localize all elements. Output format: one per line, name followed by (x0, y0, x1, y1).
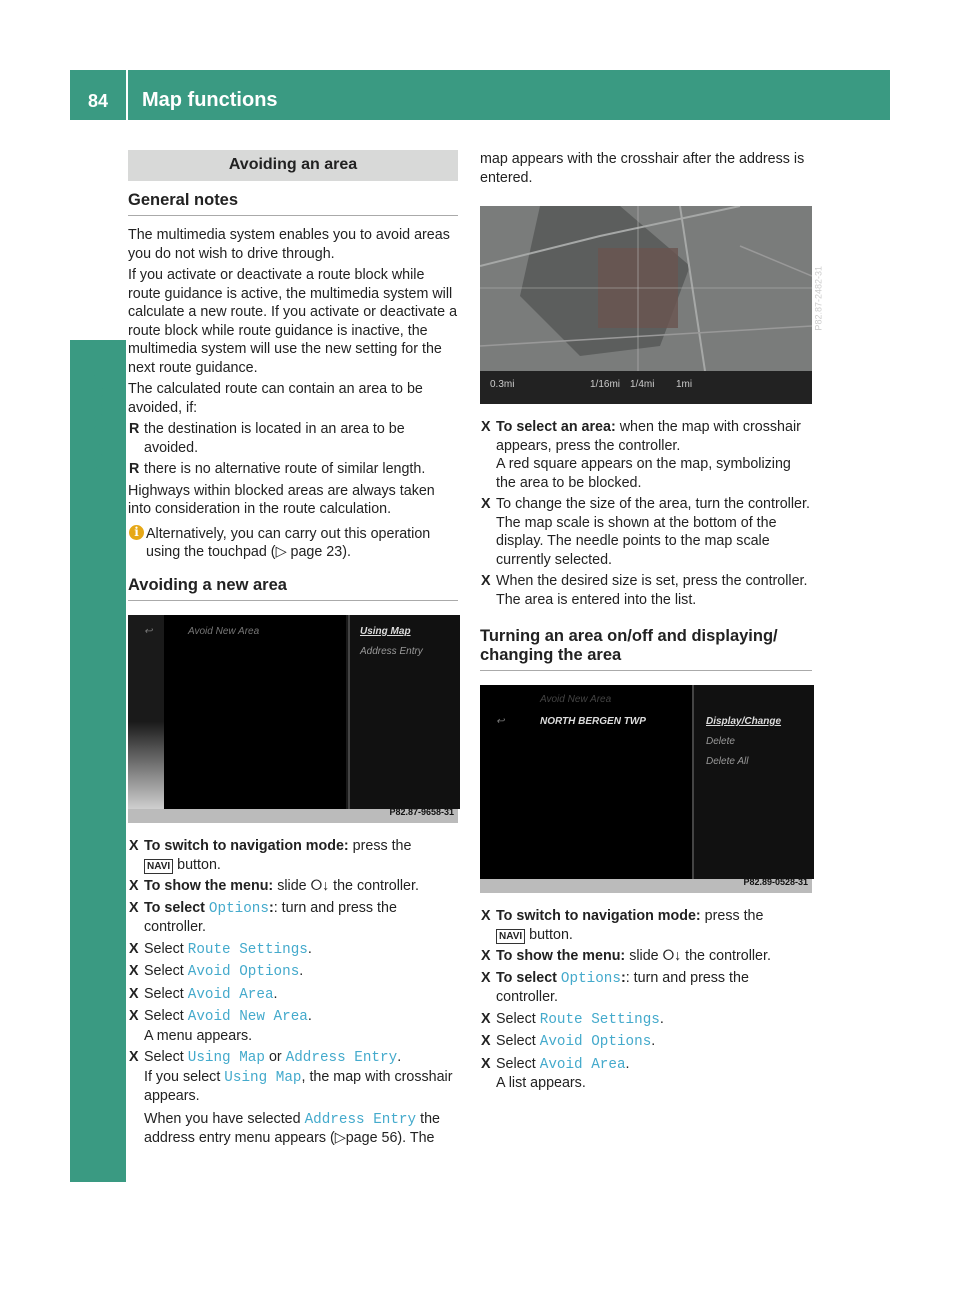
info-note: i Alternatively, you can carry out this operation using the touchpad (▷ page 23). (128, 525, 458, 562)
step-item: X Select Using Map or Address Entry. If you select Using Map, the map with crosshair appears. (129, 1049, 453, 1104)
right-column (480, 150, 824, 1096)
step-item: X Select Avoid New Area. A menu appears. (129, 1008, 312, 1044)
step-item: X To change the size of the area, turn the controller. The map scale is shown at the bottom of the display. The needle points to the map scale currently selected. (481, 496, 810, 568)
step-item: X To show the menu: slide ⭘↓ the controller. (481, 948, 771, 964)
step-item: X To select an area: when the map with crosshair appears, press the controller. A red square appears on the map, symbolizing the area to be blocked. (481, 419, 801, 491)
paragraph: Highways within blocked areas are always taken into consideration in the route calculation. (128, 482, 435, 517)
step-item: X When the desired size is set, press the controller. The area is entered into the list. (481, 573, 808, 608)
paragraph: map appears with the crosshair after the address is entered. (480, 151, 805, 186)
bullet-item: R the destination is located in an area to be avoided. (129, 421, 405, 456)
step-item: X Select Avoid Area. (129, 985, 278, 1003)
step-item: X Select Route Settings. (481, 1010, 664, 1028)
step-continuation: When you have selected Address Entry the address entry menu appears (▷page 56). The (144, 1110, 440, 1146)
step-item: X To show the menu: slide ⭘↓ the controller. (129, 878, 419, 894)
back-icon: ↩ (496, 716, 505, 727)
paragraph: The calculated route can contain an area to be avoided, if: (128, 381, 423, 416)
screenshot-crosshair-map: 0.3mi 1/16mi 1/4mi 1mi P82.87-2482-31 (480, 206, 812, 404)
map-image (480, 206, 812, 404)
step-item: X To select Options:: turn and press the controller. (481, 969, 749, 1005)
side-tab-label: Navigation (86, 373, 109, 477)
step-item: X Select Avoid Options. (129, 963, 304, 980)
step-item: X To switch to navigation mode: press the NAVI button. (481, 908, 764, 943)
info-icon: i (129, 525, 144, 540)
page-number: 84 (87, 91, 109, 111)
step-item: X Select Route Settings. (129, 940, 312, 958)
heading-avoid-new-area: Avoiding a new area (128, 576, 458, 602)
header-divider (126, 70, 128, 120)
step-item: X To switch to navigation mode: press the NAVI button. (129, 838, 412, 873)
left-column (128, 150, 458, 1151)
section-banner: Avoiding an area (128, 150, 458, 181)
screenshot-area-list: Avoid New Area ↩ NORTH BERGEN TWP Display/Change Delete Delete All P82.89-0528-31 (480, 685, 812, 893)
step-item: X To select Options:: turn and press the controller. (129, 899, 397, 935)
heading-turning-area: Turning an area on/off and displaying/ changing the area (480, 627, 812, 671)
heading-general-notes: General notes (128, 191, 458, 217)
page-title: Map functions (142, 89, 278, 111)
paragraph: The multimedia system enables you to avoid areas you do not wish to drive through. (128, 227, 450, 262)
step-item: X Select Avoid Area. A list appears. (481, 1055, 630, 1091)
back-icon: ↩ (144, 626, 153, 637)
bullet-item: R there is no alternative route of similar length. (129, 461, 426, 477)
paragraph: If you activate or deactivate a route block while route guidance is active, the multimedia system will calculate a new route. If you activate or deactivate a route block while route guidance is inactive, the multimedia system will use the new setting for the next route guidance. (128, 267, 458, 376)
navi-button-icon: NAVI (144, 859, 173, 874)
screenshot-avoid-new-area-menu: ↩ Avoid New Area Using Map Address Entry P82.87-9658-31 (128, 615, 458, 823)
step-item: X Select Avoid Options. (481, 1033, 656, 1050)
navi-button-icon: NAVI (496, 929, 525, 944)
